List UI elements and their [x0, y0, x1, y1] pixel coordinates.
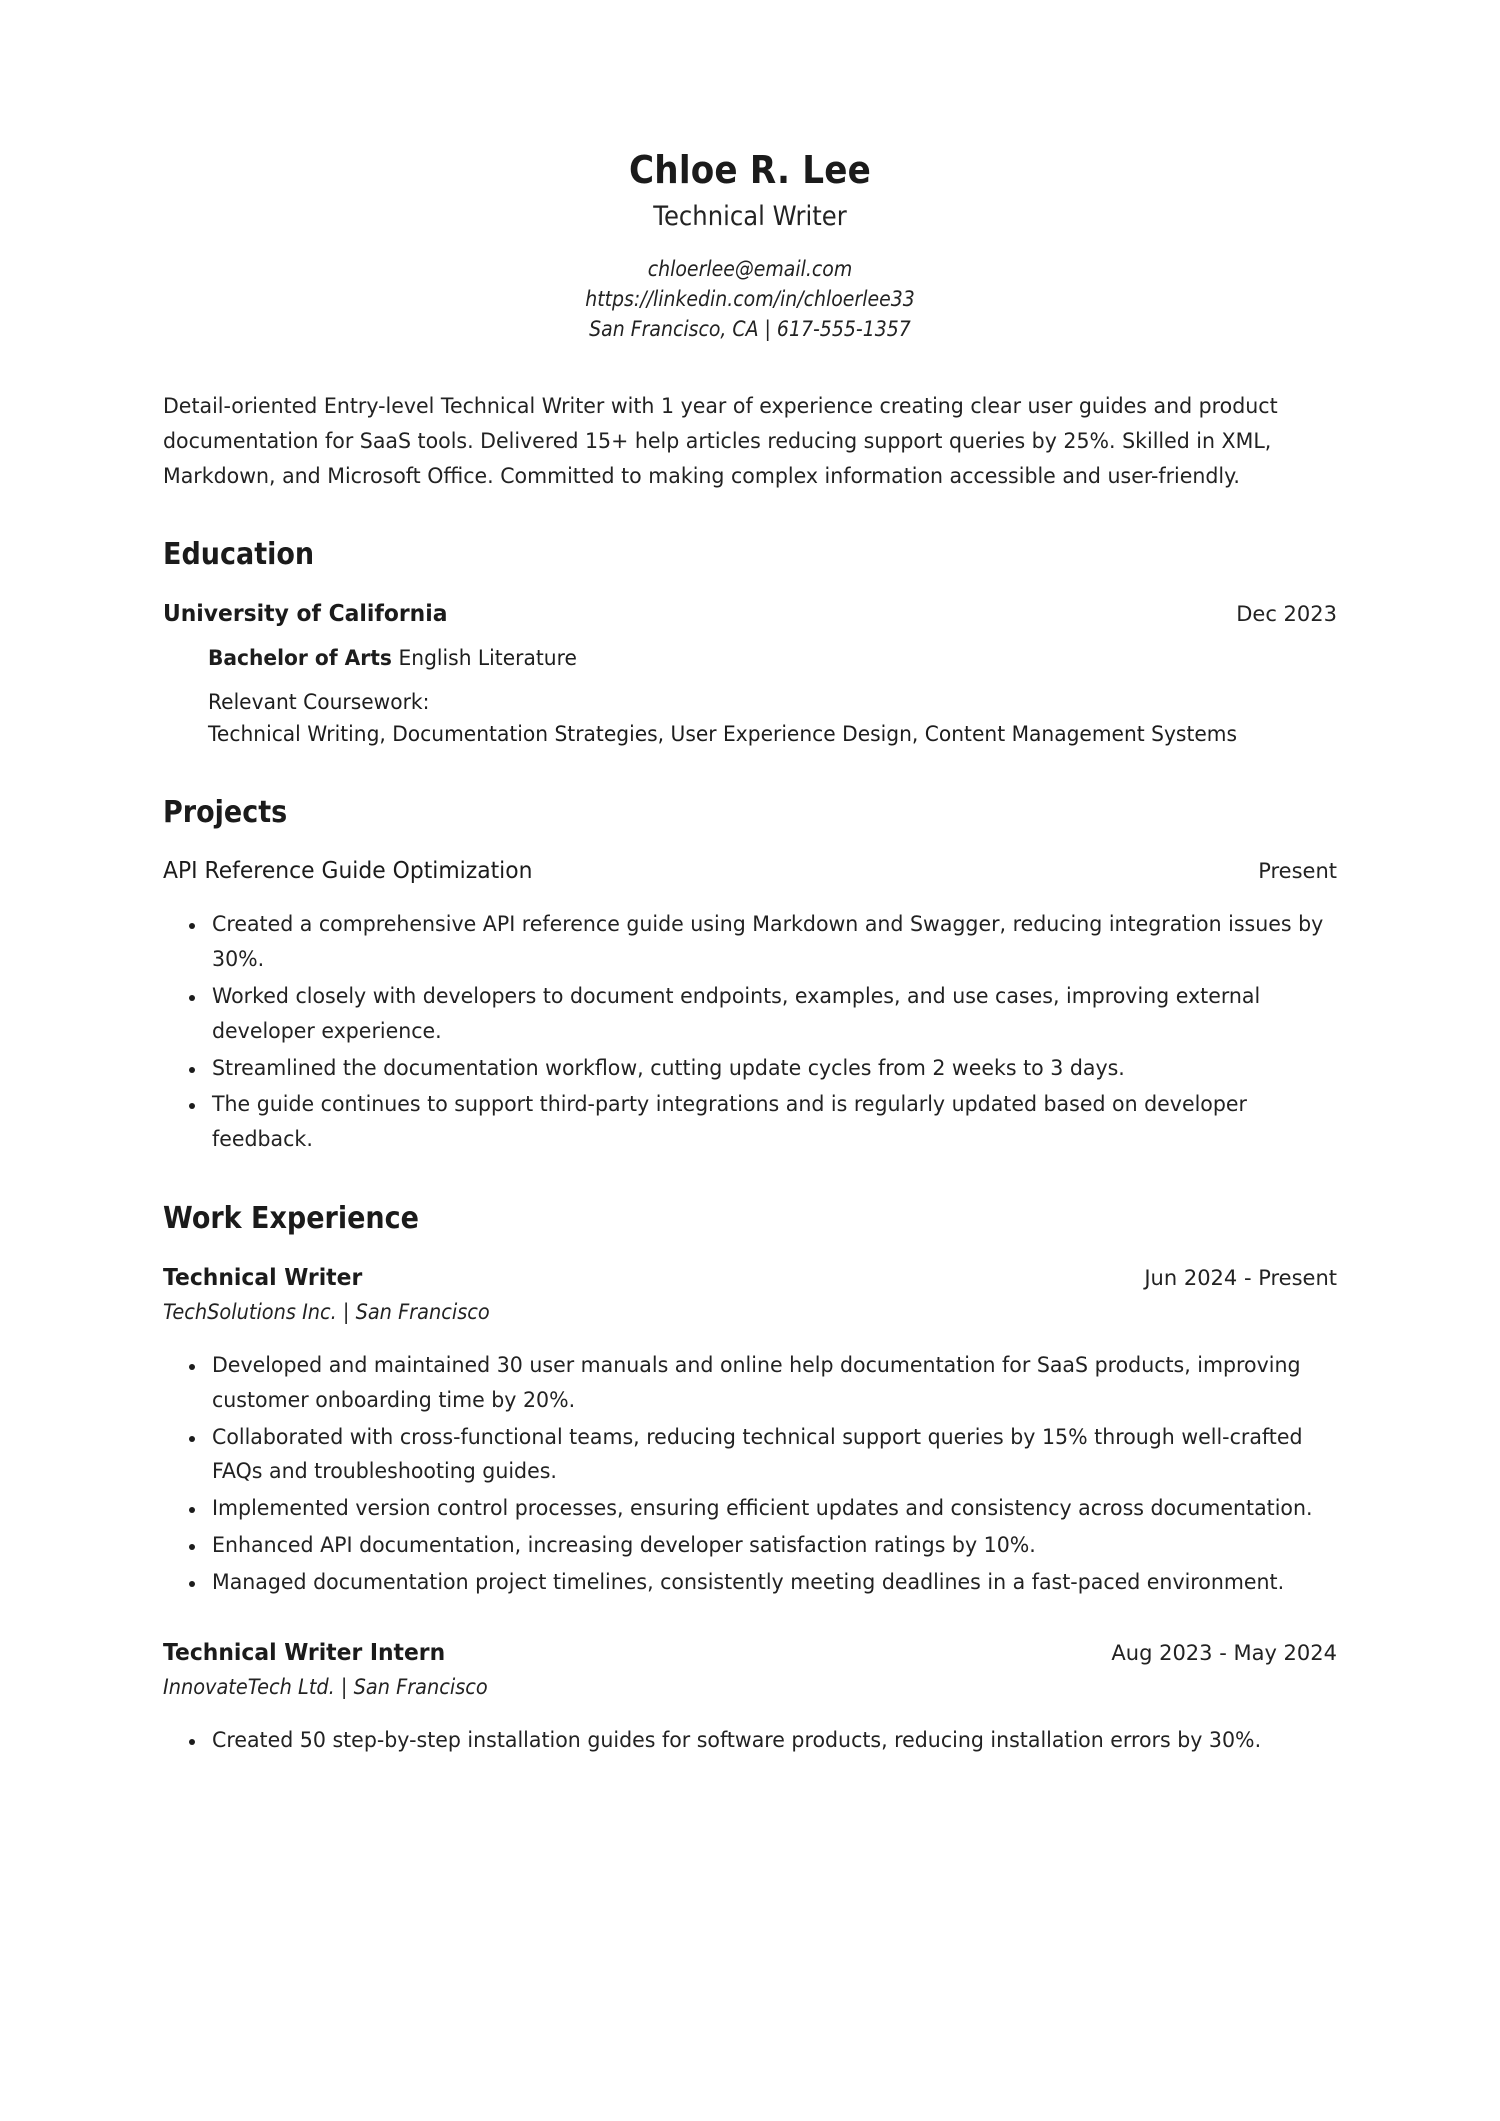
work-entry — [163, 1637, 1337, 1759]
contact-location-phone: San Francisco, CA | 617-555-1357 — [589, 316, 911, 341]
bullet-text: Developed and maintained 30 user manuals and online help documentation for SaaS products, improving customer onboarding time by 20%. — [212, 1352, 1301, 1413]
bullet-text: Created a comprehensive API reference guide using Markdown and Swagger, reducing integration issues by 30%. — [212, 912, 1324, 973]
work-entry-header — [163, 1637, 1337, 1668]
contact-email[interactable]: chloerlee@email.com — [647, 256, 853, 281]
bullet-text: Created 50 step-by-step installation guides for software products, reducing installation errors by 30%. — [212, 1728, 1262, 1754]
bullet-text: Streamlined the documentation workflow, cutting update cycles from 2 weeks to 3 days. — [212, 1055, 1125, 1081]
section-heading-education: Education — [163, 537, 315, 573]
bullet-text: Collaborated with cross-functional teams, reducing technical support queries by 15% through well-crafted FAQs and troubleshooting guides. — [212, 1424, 1303, 1485]
professional-summary: Detail-oriented Entry-level Technical Writer with 1 year of experience creating clear user guides and product documentation for SaaS tools. Delivered 15+ help articles reducing support queries by 25%. Skilled in XML, Markdown, and Microsoft Office. Committed to making complex information accessible and user-friendly. — [163, 394, 1278, 490]
education-degree-line — [208, 643, 1269, 675]
section-work-experience — [163, 1200, 1337, 1759]
bullet-text: Managed documentation project timelines, consistently meeting deadlines in a fast-paced environment. — [212, 1569, 1285, 1595]
work-entry — [163, 1262, 1337, 1601]
project-entry-header — [163, 855, 1337, 886]
section-heading-projects: Projects — [163, 794, 288, 830]
work-company-location: TechSolutions Inc. | San Francisco — [163, 1299, 490, 1324]
list-item — [163, 1349, 1337, 1419]
candidate-name: Chloe R. Lee — [629, 148, 871, 192]
work-role-title: Technical Writer Intern — [163, 1637, 446, 1666]
bullet-text: Enhanced API documentation, increasing developer satisfaction ratings by 10%. — [212, 1533, 1036, 1559]
education-major: English Literature — [398, 645, 577, 671]
coursework-list: Technical Writing, Documentation Strategies, User Experience Design, Content Management Systems — [208, 722, 1238, 748]
list-item — [163, 1052, 1337, 1087]
coursework-label: Relevant Coursework: — [208, 690, 430, 716]
work-company-location: InnovateTech Ltd. | San Francisco — [163, 1674, 488, 1699]
resume-content — [163, 0, 1337, 1759]
education-degree: Bachelor of Arts — [208, 645, 392, 671]
bullet-text: Implemented version control processes, ensuring efficient updates and consistency across documentation. — [212, 1496, 1313, 1522]
work-entry-header — [163, 1262, 1337, 1293]
list-item — [163, 1421, 1337, 1491]
list-item — [163, 1724, 1337, 1759]
education-school-name: University of California — [163, 598, 448, 627]
work-date-range: Jun 2024 - Present — [1144, 1265, 1337, 1290]
work-bullet-list — [163, 1349, 1337, 1601]
education-date: Dec 2023 — [1236, 601, 1337, 626]
project-name: API Reference Guide Optimization — [163, 856, 533, 885]
education-entry — [163, 598, 1337, 752]
list-item — [163, 1566, 1337, 1601]
education-details — [163, 643, 1337, 752]
list-item — [163, 1492, 1337, 1527]
section-education — [163, 536, 1337, 751]
contact-block — [222, 255, 1279, 344]
list-item — [163, 980, 1337, 1050]
candidate-job-title: Technical Writer — [653, 200, 847, 232]
work-role-title: Technical Writer — [163, 1262, 363, 1291]
section-projects — [163, 794, 1337, 1158]
education-entry-header — [163, 598, 1337, 629]
section-heading-work-experience: Work Experience — [163, 1201, 419, 1237]
project-entry — [163, 855, 1337, 1158]
bullet-text: Worked closely with developers to document endpoints, examples, and use cases, improving external developer experience. — [212, 983, 1261, 1044]
work-date-range: Aug 2023 - May 2024 — [1111, 1640, 1337, 1665]
contact-linkedin[interactable]: https://linkedin.com/in/chloerlee33 — [585, 286, 915, 311]
list-item — [163, 1088, 1337, 1158]
list-item — [163, 1529, 1337, 1564]
project-bullet-list — [163, 908, 1337, 1158]
project-date: Present — [1258, 859, 1337, 884]
list-item — [163, 908, 1337, 978]
resume-header — [163, 0, 1337, 344]
work-bullet-list — [163, 1724, 1337, 1759]
bullet-text: The guide continues to support third-party integrations and is regularly updated based on developer feedback. — [212, 1092, 1247, 1153]
